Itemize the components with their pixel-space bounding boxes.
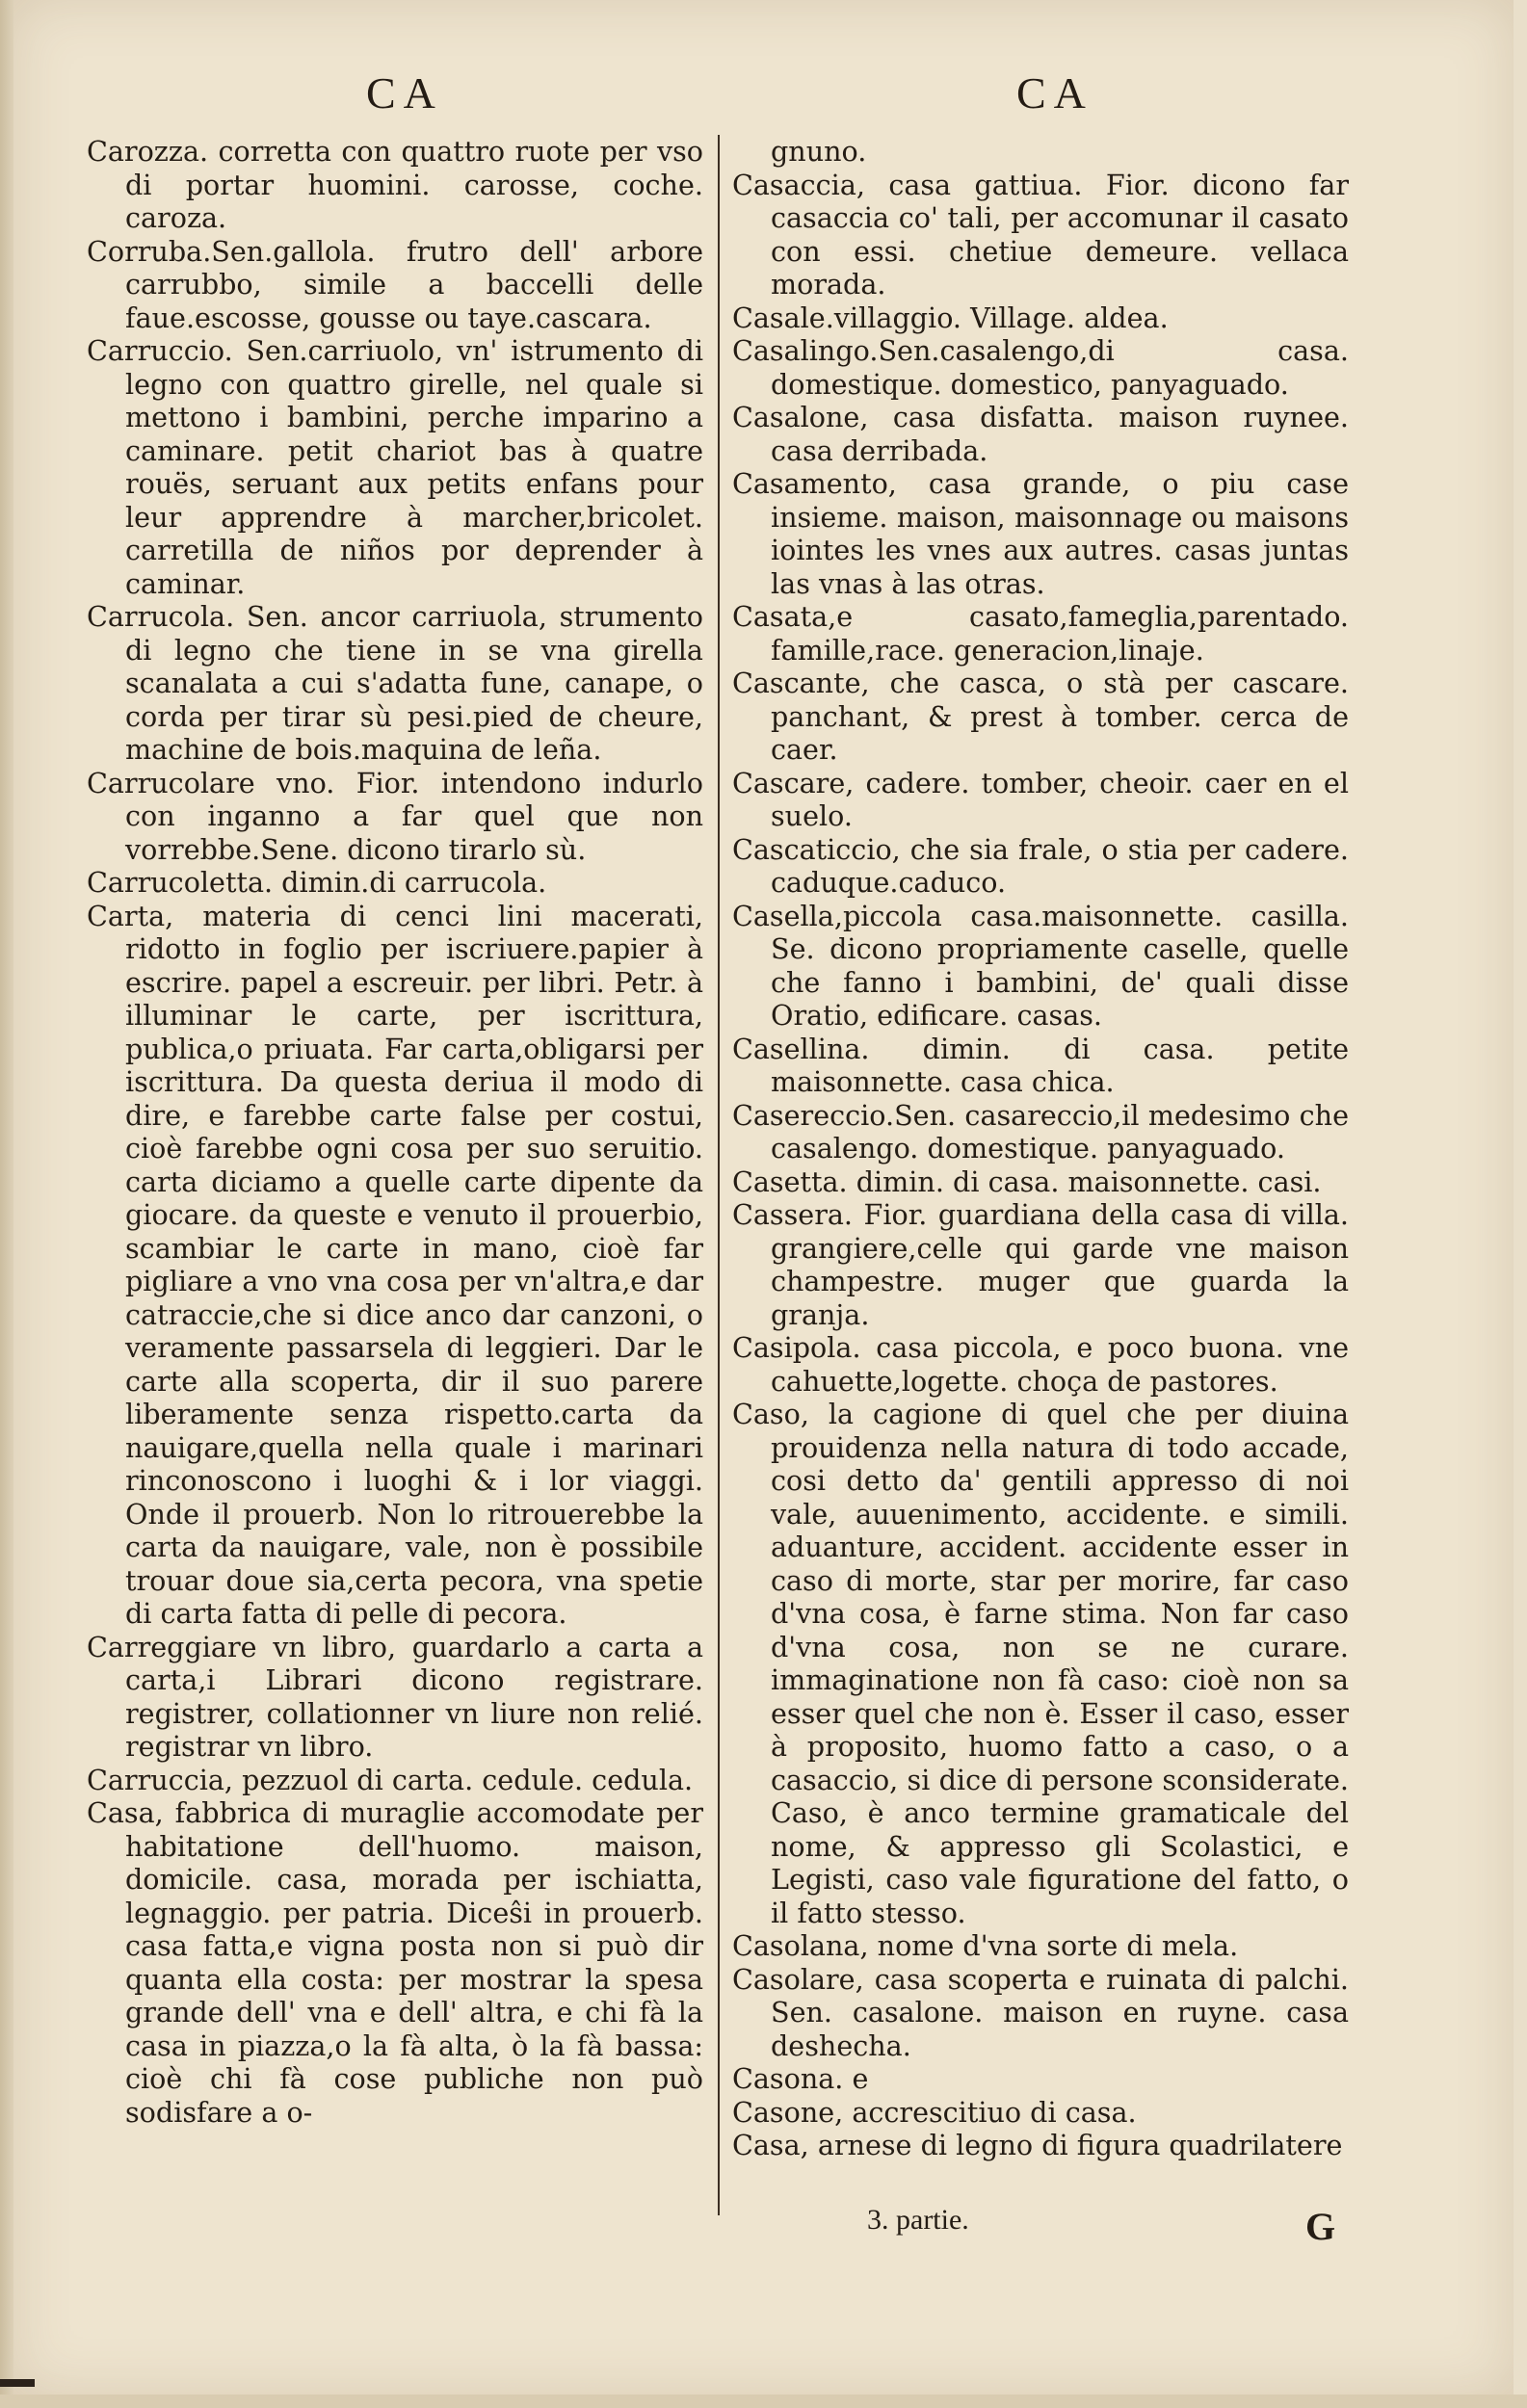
dictionary-entry-carreggiare: Carreggiare vn libro, guardarlo a carta a carta,i Librari dicono registrare. registrer, collationner vn liure non relié. registrar vn libro. bbox=[87, 1630, 703, 1763]
dictionary-entry-corruba: Corruba.Sen.gallola. frutro dell' arbore carrubbo, simile a baccelli delle faue.escosse, gousse ou taye.cascara. bbox=[87, 234, 703, 334]
dictionary-entry-casolana: Casolana, nome d'vna sorte di mela. bbox=[732, 1929, 1239, 1962]
dictionary-entry-cascare: Cascare, cadere. tomber, cheoir. caer en el suelo. bbox=[732, 766, 1349, 832]
dictionary-entry-carrucola: Carrucola. Sen. ancor carriuola, strumento di legno che tiene in se vna girella scanalata a cui s'adatta fune, canape, o corda per tirar sù pesi.pied de cheure, machine de bois.maquina de leña. bbox=[87, 600, 703, 766]
dictionary-entry-casale: Casale.villaggio. Village. aldea. bbox=[732, 301, 1169, 334]
dictionary-entry-caso: Caso, la cagione di quel che per diuina prouidenza nella natura di todo accade, cosi detto da' gentili appresso di noi vale, auuenimento, accidente. e simili. aduanture, accident. accidente esser in caso di morte, star per morire, far caso d'vna cosa, è farne stima. Non far caso d'vna cosa, non se ne curare. immaginatione non fà caso: cioè non sa esser quel che non è. Esser il caso, esser à proposito, huomo fatto a caso, o a casaccio, si dice di persone sconsiderate. Caso, è anco termine gramaticale del nome, & appresso gli Scolastici, e Legisti, caso vale figuratione del fatto, o il fatto stesso. bbox=[732, 1398, 1349, 1929]
continuation-line: gnuno. bbox=[771, 135, 867, 168]
dictionary-entry-casereccio: Casereccio.Sen. casareccio,il medesimo che casalengo. domestique. panyaguado. bbox=[732, 1098, 1349, 1165]
left-column bbox=[87, 135, 703, 2215]
dictionary-entry-casona: Casona. e bbox=[732, 2062, 869, 2095]
right-column bbox=[732, 135, 1349, 2215]
bottom-edge-mark bbox=[0, 2379, 35, 2387]
dictionary-entry-cassera: Cassera. Fior. guardiana della casa di villa. grangiere,celle qui garde vne maison champestre. muger que guarda la granja. bbox=[732, 1198, 1349, 1331]
dictionary-entry-casa: Casa, fabbrica di muraglie accomodate per habitatione dell'huomo. maison, domicile. casa, morada per ischiatta, legnaggio. per patria. Diceŝi in prouerb. casa fatta,e vigna posta non si può dir quanta ella costa: per mostrar la spesa grande dell' vna e dell' altra, e chi fà la casa in piazza,o la fà alta, ò la fà bassa: cioè chi fà cose publiche non può sodisfare a o- bbox=[87, 1796, 703, 2129]
signature-part: 3. partie. bbox=[867, 2204, 969, 2236]
dictionary-entry-casata: Casata,e casato,fameglia,parentado. famille,race. generacion,linaje. bbox=[732, 600, 1349, 667]
dictionary-entry-casalingo: Casalingo.Sen.casalengo,di casa. domestique. domestico, panyaguado. bbox=[732, 334, 1349, 401]
dictionary-entry-carrucolare: Carrucolare vno. Fior. intendono indurlo con inganno a far quel que non vorrebbe.Sene. dicono tirarlo sù. bbox=[87, 766, 703, 866]
dictionary-entry-carrucoletta: Carrucoletta. dimin.di carrucola. bbox=[87, 866, 547, 899]
page-bottom-edge bbox=[0, 2395, 1527, 2408]
running-head-right: CA bbox=[1016, 68, 1093, 118]
column-divider bbox=[718, 135, 720, 2215]
dictionary-entry-casaccia: Casaccia, casa gattiua. Fior. dicono far casaccia co' tali, per accomunar il casato con essi. chetiue demeure. vellaca morada. bbox=[732, 168, 1349, 301]
dictionary-entry-carruccia: Carruccia, pezzuol di carta. cedule. cedula. bbox=[87, 1763, 694, 1796]
dictionary-entry-casone: Casone, accrescitiuo di casa. bbox=[732, 2095, 1137, 2129]
dictionary-entry-casellina: Casellina. dimin. di casa. petite maisonnette. casa chica. bbox=[732, 1032, 1349, 1098]
dictionary-entry-casetta: Casetta. dimin. di casa. maisonnette. casi. bbox=[732, 1165, 1322, 1198]
dictionary-entry-casella: Casella,piccola casa.maisonnette. casilla. Se. dicono propriamente caselle, quelle che fanno i bambini, de' quali disse Oratio, edificare. casas. bbox=[732, 899, 1349, 1032]
dictionary-entry-casalone: Casalone, casa disfatta. maison ruynee. casa derribada. bbox=[732, 401, 1349, 467]
dictionary-entry-casipola: Casipola. casa piccola, e poco buona. vne cahuette,logette. choça de pastores. bbox=[732, 1331, 1349, 1398]
dictionary-entry-carozza: Carozza. corretta con quattro ruote per vso di portar huomini. carosse, coche. caroza. bbox=[87, 135, 703, 234]
signature-letter: G bbox=[1305, 2205, 1336, 2248]
dictionary-entry-carruccio: Carruccio. Sen.carriuolo, vn' istrumento di legno con quattro girelle, nel quale si mettono i bambini, perche imparino a caminare. petit chariot bas à quatre rouës, seruant aux petits enfans pour leur apprendre à marcher,bricolet. carretilla de niños por deprender à caminar. bbox=[87, 334, 703, 600]
dictionary-entry-casamento: Casamento, casa grande, o piu case insieme. maison, maisonnage ou maisons iointes les vnes aux autres. casas juntas las vnas à las otras. bbox=[732, 467, 1349, 600]
dictionary-entry-casa-arnese: Casa, arnese di legno di figura quadrilatere bbox=[732, 2129, 1343, 2161]
running-head-left: CA bbox=[366, 68, 443, 118]
dictionary-entry-casolare: Casolare, casa scoperta e ruinata di palchi. Sen. casalone. maison en ruyne. casa deshecha. bbox=[732, 1962, 1349, 2062]
dictionary-entry-cascante: Cascante, che casca, o stà per cascare. panchant, & prest à tomber. cerca de caer. bbox=[732, 667, 1349, 766]
dictionary-entry-cascaticcio: Cascaticcio, che sia frale, o stia per cadere. caduque.caduco. bbox=[732, 832, 1349, 899]
dictionary-entry-carta: Carta, materia di cenci lini macerati, ridotto in foglio per iscriuere.papier à escrire. papel a escreuir. per libri. Petr. à illuminar le carte, per iscrittura, publica,o priuata. Far carta,obligarsi per iscrittura. Da questa deriua il modo di dire, e farebbe carte false per costui, cioè farebbe ogni cosa per suo seruitio. carta diciamo a quelle carte dipente da giocare. da queste e venuto il prouerbio, scambiar le carte in mano, cioè far pigliare a vno vna cosa per vn'altra,e dar catraccie,che si dice anco dar canzoni, o veramente passarsela di leggieri. Dar le carte alla scoperta, dir il suo parere liberamente senza rispetto.carta da nauigare,quella nella quale i marinari rinconoscono i luoghi & i lor viaggi. Onde il prouerb. Non lo ritrouerebbe la carta da nauigare, vale, non è possibile trouar doue sia,certa pecora, vna spetie di carta fatta di pelle di pecora. bbox=[87, 899, 703, 1630]
